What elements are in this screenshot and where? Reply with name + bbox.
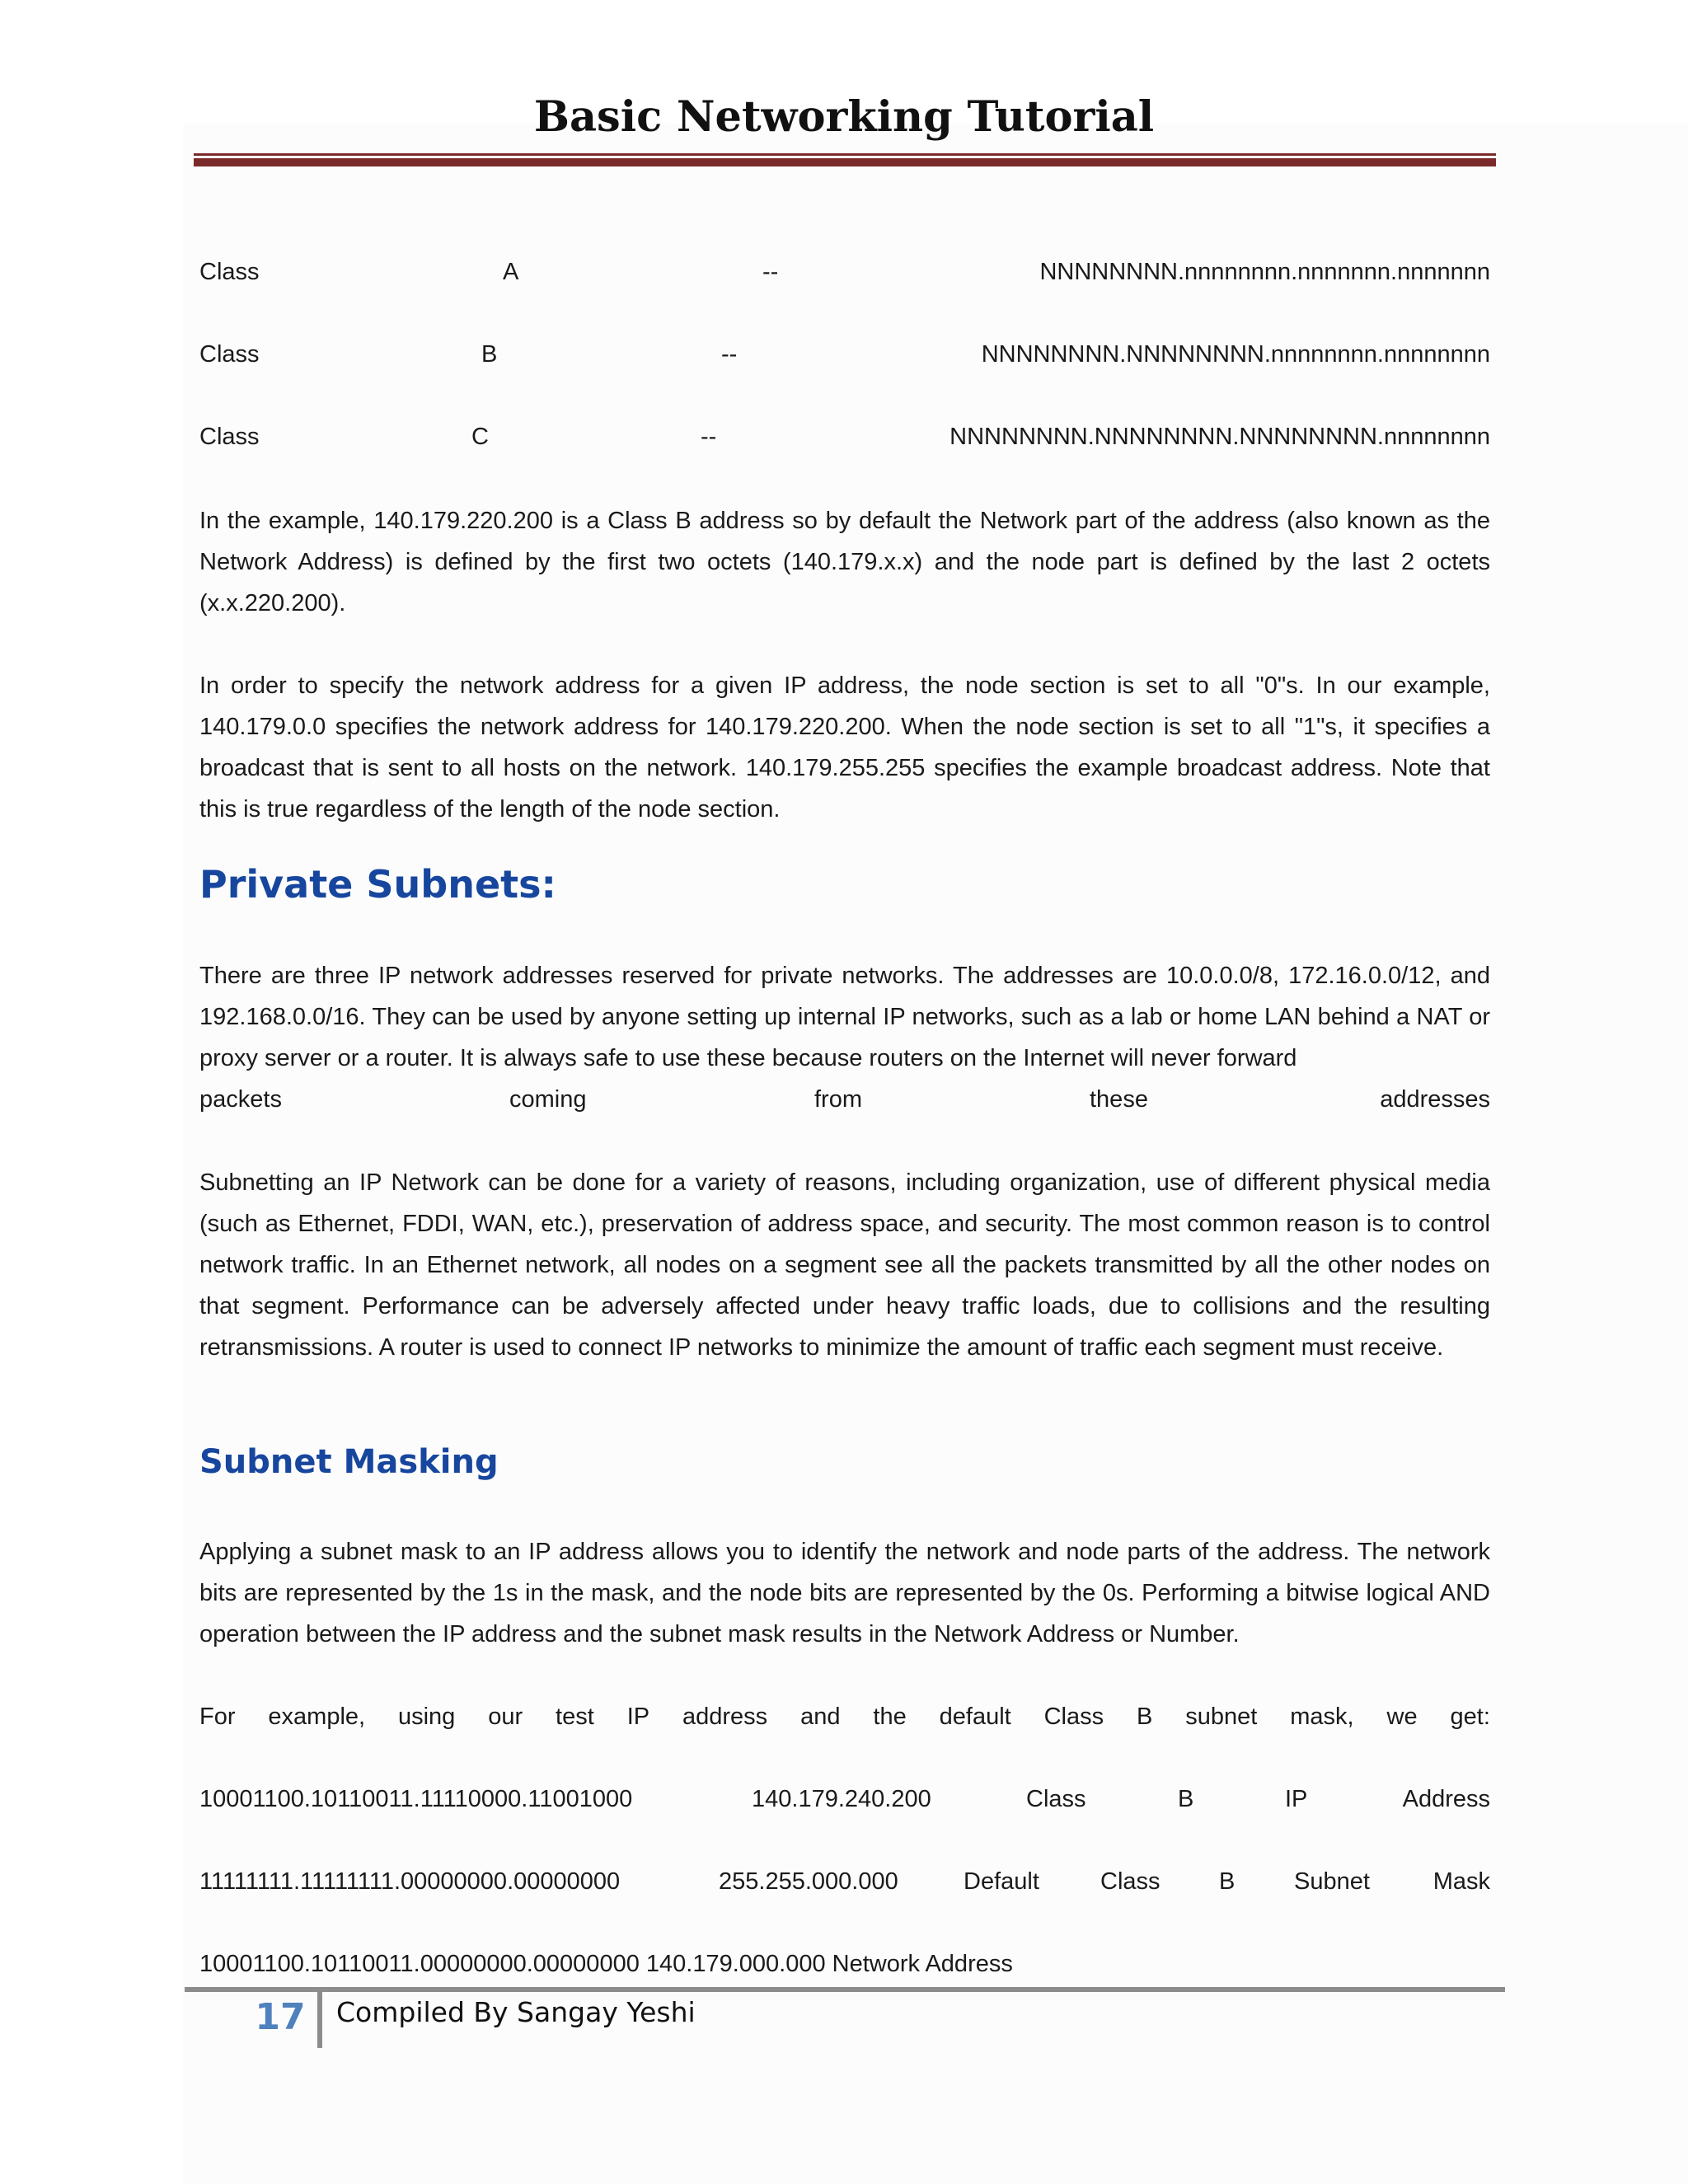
word: subnet bbox=[1185, 1704, 1258, 1730]
word: address bbox=[682, 1704, 768, 1730]
binary-line: 10001100.10110011.00000000.00000000 140.179.000.000 Network Address bbox=[199, 1951, 1013, 1977]
word: the bbox=[873, 1704, 907, 1730]
word: B bbox=[1178, 1786, 1194, 1812]
paragraph-class-b-example bbox=[199, 500, 1490, 624]
paragraph-text: There are three IP network addresses reserved for private networks. The addresses are 10.0.0.0/8, 172.16.0.0/12, and 192.168.0.0/16. They can be used by anyone setting up internal IP networks, such as a lab or home LAN behind a NAT or proxy server or a router. It is always safe to use these because routers on the Internet will never forward bbox=[199, 963, 1490, 1071]
word: Class bbox=[1043, 1704, 1104, 1730]
header-rule-thin bbox=[194, 153, 1496, 156]
header-rule-thick bbox=[194, 158, 1496, 166]
footer-divider bbox=[317, 1992, 322, 2048]
document-header-title: Basic Networking Tutorial bbox=[533, 92, 1155, 142]
decimal-value: 255.255.000.000 bbox=[719, 1868, 898, 1895]
paragraph-private-addresses bbox=[199, 955, 1490, 1079]
class-row-b bbox=[199, 334, 1490, 375]
paragraph-text: In the example, 140.179.220.200 is a Class B address so by default the Network part of the address (also known as the Network Address) is defined by the first two octets (140.179.x.x) and the node part is defined by the last 2 octets (x.x.220.200). bbox=[199, 508, 1490, 616]
word: IP bbox=[626, 1704, 650, 1730]
word: IP bbox=[1285, 1786, 1308, 1812]
paragraph-subnet-mask bbox=[199, 1531, 1490, 1655]
word: Class bbox=[1026, 1786, 1086, 1812]
word: using bbox=[397, 1704, 456, 1730]
decimal-value: 140.179.240.200 bbox=[752, 1786, 931, 1812]
word: default bbox=[939, 1704, 1011, 1730]
word: Class bbox=[1100, 1868, 1160, 1895]
page-number: 17 bbox=[255, 1996, 306, 2038]
binary-value: 11111111.11111111.00000000.00000000 bbox=[199, 1868, 621, 1895]
word: Address bbox=[1402, 1786, 1490, 1812]
word: test bbox=[556, 1704, 594, 1730]
word: and bbox=[800, 1704, 841, 1730]
paragraph-last-line bbox=[199, 1079, 1490, 1120]
class-pattern: NNNNNNNN.NNNNNNNN.nnnnnnnn.nnnnnnnn bbox=[981, 341, 1490, 368]
class-letter: C bbox=[471, 424, 489, 450]
word: Mask bbox=[1432, 1868, 1490, 1895]
word: mask, bbox=[1290, 1704, 1354, 1730]
class-label: Class bbox=[199, 424, 260, 450]
word: get: bbox=[1450, 1704, 1490, 1730]
word: from bbox=[814, 1086, 862, 1113]
class-row-c bbox=[199, 416, 1490, 457]
class-pattern: NNNNNNNN.NNNNNNNN.NNNNNNNN.nnnnnnnn bbox=[950, 424, 1490, 450]
word: packets bbox=[199, 1086, 282, 1113]
word: B bbox=[1137, 1704, 1153, 1730]
footer-credit: Compiled By Sangay Yeshi bbox=[336, 1996, 696, 2028]
word: coming bbox=[509, 1086, 587, 1113]
word: For bbox=[199, 1704, 236, 1730]
class-label: Class bbox=[199, 259, 260, 285]
word: Subnet bbox=[1294, 1868, 1370, 1895]
word: our bbox=[488, 1704, 523, 1730]
paragraph-example-intro bbox=[199, 1696, 1490, 1737]
paragraph-text: Subnetting an IP Network can be done for a variety of reasons, including organization, use of different physical media (such as Ethernet, FDDI, WAN, etc.), preservation of address space, and security. The most common reason is to control network traffic. In an Ethernet network, all nodes on a segment see all the packets transmitted by all the other nodes on that segment. Performance can be adversely affected under heavy traffic loads, due to collisions and the resulting retransmissions. A router is used to connect IP networks to minimize the amount of traffic each segment must receive. bbox=[199, 1169, 1490, 1361]
binary-value: 10001100.10110011.11110000.11001000 bbox=[199, 1786, 633, 1812]
word: B bbox=[1219, 1868, 1236, 1895]
word: we bbox=[1386, 1704, 1418, 1730]
paragraph-network-address bbox=[199, 665, 1490, 830]
class-label: Class bbox=[199, 341, 260, 368]
word: Default bbox=[964, 1868, 1039, 1895]
heading-private-subnets: Private Subnets: bbox=[199, 862, 556, 907]
word: addresses bbox=[1380, 1086, 1490, 1113]
class-dash: -- bbox=[721, 341, 738, 368]
class-row-a bbox=[199, 251, 1490, 293]
class-dash: -- bbox=[701, 424, 717, 450]
paragraph-subnetting-reasons bbox=[199, 1162, 1490, 1368]
class-letter: A bbox=[503, 259, 519, 285]
word: these bbox=[1090, 1086, 1148, 1113]
binary-row-subnet-mask bbox=[199, 1861, 1490, 1902]
heading-subnet-masking: Subnet Masking bbox=[199, 1443, 499, 1481]
paragraph-text: In order to specify the network address for a given IP address, the node section is set to all "0"s. In our example, 140.179.0.0 specifies the network address for 140.179.220.200. When the node section is set to all "1"s, it specifies a broadcast that is sent to all hosts on the network. 140.179.255.255 specifies the example broadcast address. Note that this is true regardless of the length of the node section. bbox=[199, 673, 1490, 823]
class-dash: -- bbox=[762, 259, 779, 285]
footer-rule bbox=[185, 1987, 1505, 1992]
binary-row-network-address bbox=[199, 1943, 1490, 1985]
binary-row-ip-address bbox=[199, 1779, 1490, 1820]
word: example, bbox=[268, 1704, 366, 1730]
class-letter: B bbox=[481, 341, 498, 368]
paragraph-text: Applying a subnet mask to an IP address allows you to identify the network and node parts of the address. The network bits are represented by the 1s in the mask, and the node bits are represented by the 0s. Performing a bitwise logical AND operation between the IP address and the subnet mask results in the Network Address or Number. bbox=[199, 1539, 1490, 1647]
class-pattern: NNNNNNNN.nnnnnnnn.nnnnnnn.nnnnnnn bbox=[1039, 259, 1490, 285]
